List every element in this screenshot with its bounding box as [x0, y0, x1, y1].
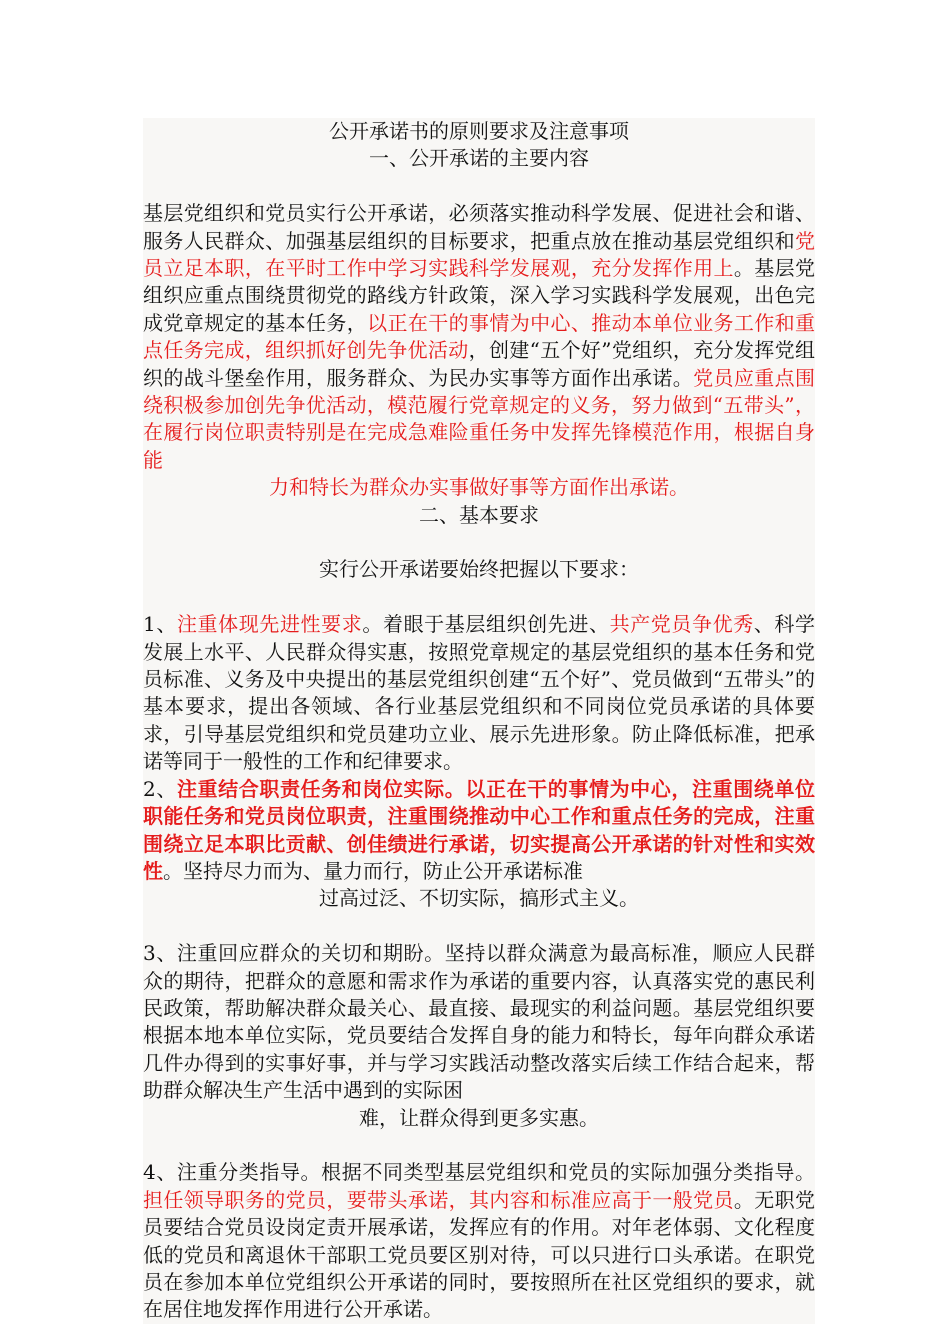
- requirement-item-1: [143, 611, 815, 775]
- paragraph-main-content: [143, 200, 815, 474]
- text-run: 1、: [143, 612, 177, 637]
- blank-line: [143, 1132, 815, 1159]
- document-page: [143, 118, 815, 1324]
- text-run: 、科学发展上水平、人民群众得实惠，按照党章规定的基层党组织的基本任务和党员标准、义务及中央提出的基层党组织创建“五个好”、党员做到“五带头”的基本要求，提出各领域、各行业基层党组织和不同岗位党员承诺的具体要求，引导基层党组织和党员建功立业、展示先进形象。防止降低标准，把承诺等同于一般性的工作和纪律要求。: [143, 612, 816, 774]
- blank-line: [143, 173, 815, 200]
- text-run-red: 党员应重点围绕积极参加创先争优活动，模范履行党章规定的义务，努力做到“五带头”，在履行岗位职责特别是在完成急难险重任务中发挥先锋模范作用，根据自身能: [143, 365, 815, 472]
- text-run: 基层党组织和党员实行公开承诺，必须落实推动科学发展、促进社会和谐、服务人民群众、加强基层组织的目标要求，把重点放在推动基层党组织和: [143, 201, 815, 253]
- requirement-item-2-last-line: 过高过泛、不切实际，搞形式主义。: [319, 886, 639, 911]
- text-run-bold-red: 注重结合职责任务和岗位实际。以正在干的事情为中心，注重围绕单位职能任务和党员岗位职责，注重围绕推动中心工作和重点任务的完成，注重围绕立足本职比贡献、创佳绩进行承诺，切实提高公开承诺的针对性和实效性: [143, 776, 815, 883]
- section-heading-1: 一、公开承诺的主要内容: [369, 146, 589, 171]
- text-run: 。无职党员要结合党员设岗定责开展承诺，发挥应有的作用。对年老体弱、文化程度低的党员和离退休干部职工党员要区别对待，可以只进行口头承诺。在职党员在参加本单位党组织公开承诺的同时，要按照所在社区党组织的要求，就在居住地发挥作用进行公开承诺。: [143, 1187, 815, 1322]
- requirement-item-3-last-line: 难，让群众得到更多实惠。: [359, 1105, 599, 1130]
- paragraph-main-content-last-line: 力和特长为群众办实事做好事等方面作出承诺。: [269, 475, 689, 500]
- requirement-item-3: 3、注重回应群众的关切和期盼。坚持以群众满意为最高标准，顺应人民群众的期待，把群众的意愿和需求作为承诺的重要内容，认真落实党的惠民利民政策，帮助解决群众最关心、最直接、最现实的利益问题。基层党组织要根据本地本单位实际，党员要结合发挥自身的能力和特长，每年向群众承诺几件办得到的实事好事，并与学习实践活动整改落实后续工作结合起来，帮助群众解决生产生活中遇到的实际困: [143, 941, 815, 1103]
- text-run: 。基层党组织应重点围绕贯彻党的路线方针政策，深入学习实践科学发展观，出色完成党章规定的基本任务，: [143, 256, 815, 335]
- text-run: ，创建“五个好”党组织，充分发挥党组织的战斗堡垒作用，服务群众、为民办实事等方面作出承诺。: [143, 338, 816, 390]
- requirements-intro: 实行公开承诺要始终把握以下要求：: [319, 557, 639, 582]
- doc-title: 公开承诺书的原则要求及注意事项: [329, 119, 629, 143]
- blank-line: [143, 529, 815, 556]
- text-run: 。着眼于基层组织创先进、: [362, 612, 610, 637]
- blank-line: [143, 913, 815, 940]
- text-run-red: 共产党员争优秀: [609, 612, 754, 637]
- text-run: 4、注重分类指导。根据不同类型基层党组织和党员的实际加强分类指导。: [143, 1160, 815, 1185]
- text-run-red: 党员立足本职，在平时工作中学习实践科学发展观，充分发挥作用上: [143, 228, 815, 281]
- text-run: 。坚持尽力而为、量力而行，防止公开承诺标准: [163, 858, 583, 883]
- section-heading-2: 二、基本要求: [419, 502, 539, 527]
- blank-line: [143, 584, 815, 611]
- requirement-item-2: [143, 776, 815, 886]
- text-run: 2、: [143, 776, 177, 801]
- text-run-red: 注重体现先进性要求: [176, 612, 363, 637]
- requirement-item-4: [143, 1159, 815, 1323]
- text-run-red: 担任领导职务的党员，要带头承诺，其内容和标准应高于一般党员: [143, 1187, 734, 1212]
- text-run-red: 以正在干的事情为中心、推动本单位业务工作和重点任务完成，组织抓好创先争优活动: [143, 310, 815, 363]
